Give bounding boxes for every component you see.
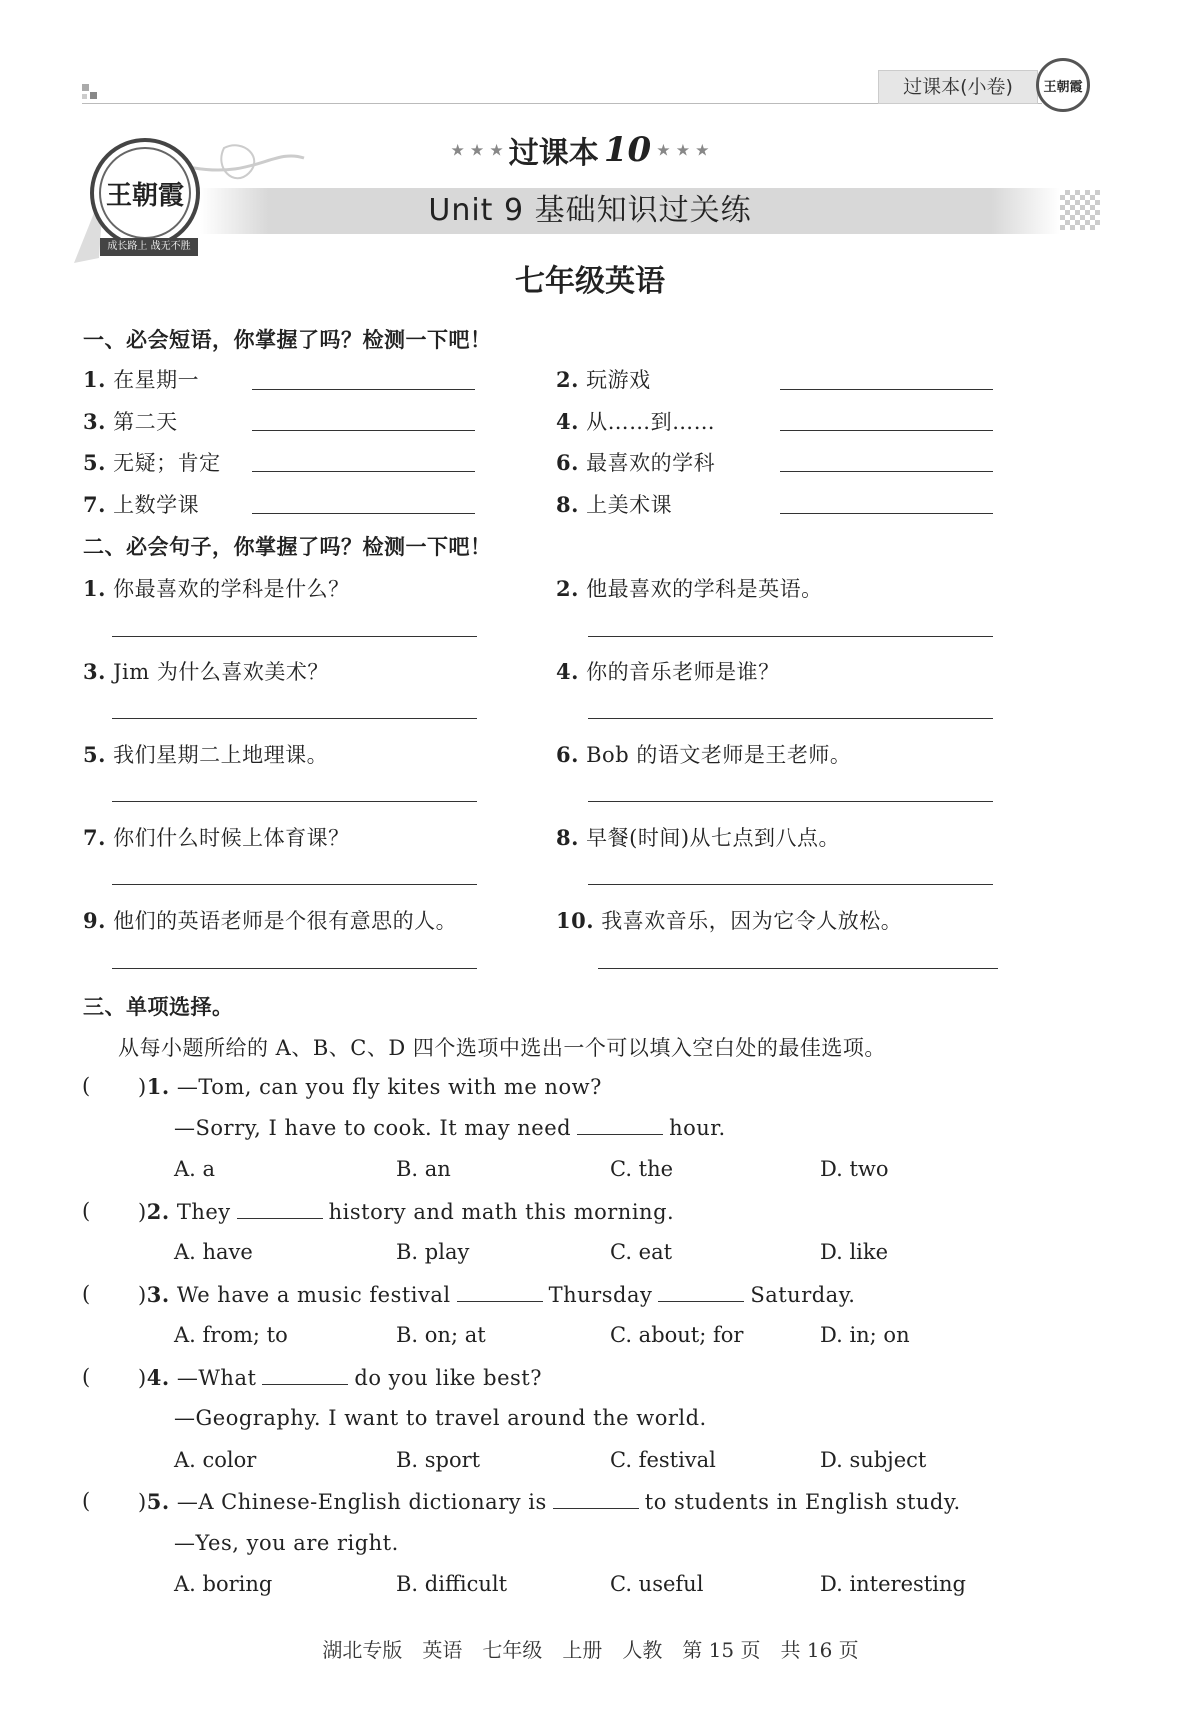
- brand-logo-text: 王朝霞: [105, 180, 184, 211]
- answer-line[interactable]: [112, 968, 477, 969]
- answer-box[interactable]: [96, 1074, 138, 1100]
- option-c[interactable]: C. useful: [610, 1572, 704, 1596]
- sentence-item: 10. 我喜欢音乐，因为它令人放松。: [556, 908, 903, 933]
- question-line2: —Geography. I want to travel around the world.: [174, 1406, 707, 1430]
- header-logo-small-text: 王朝霞: [1043, 79, 1083, 95]
- sentence-item: 1. 你最喜欢的学科是什么？: [83, 576, 350, 601]
- option-d[interactable]: D. two: [820, 1157, 889, 1181]
- question-stem: )1. —Tom, can you fly kites with me now?: [138, 1074, 602, 1099]
- question-line2: —Sorry, I have to cook. It may need hour.: [174, 1116, 726, 1140]
- fill-blank[interactable]: [262, 1384, 348, 1385]
- answer-line[interactable]: [588, 718, 993, 719]
- fill-blank[interactable]: [237, 1218, 323, 1219]
- answer-bracket-open: (: [82, 1489, 91, 1513]
- option-a[interactable]: A. from; to: [174, 1323, 288, 1347]
- option-d[interactable]: D. like: [820, 1240, 889, 1264]
- header-tag: [878, 70, 1038, 104]
- sentence-item: 2. 他最喜欢的学科是英语。: [556, 576, 823, 601]
- answer-line[interactable]: [780, 471, 993, 472]
- option-d[interactable]: D. subject: [820, 1448, 927, 1472]
- question-stem: )2. They history and math this morning.: [138, 1199, 675, 1224]
- fill-blank[interactable]: [577, 1134, 663, 1135]
- question-line2: —Yes, you are right.: [174, 1531, 399, 1555]
- answer-line[interactable]: [112, 718, 477, 719]
- answer-bracket-open: (: [82, 1074, 91, 1098]
- sentence-item: 9. 他们的英语老师是个很有意思的人。: [83, 908, 458, 933]
- sentence-item: 3. Jim 为什么喜欢美术？: [83, 659, 329, 684]
- sentence-item: 5. 我们星期二上地理课。: [83, 742, 329, 767]
- answer-box[interactable]: [96, 1365, 138, 1391]
- sentence-item: 7. 你们什么时候上体育课？: [83, 825, 350, 850]
- sentence-item: 4. 你的音乐老师是谁？: [556, 659, 780, 684]
- answer-line[interactable]: [588, 801, 993, 802]
- answer-bracket-open: (: [82, 1282, 91, 1306]
- banner-checker: [1060, 190, 1100, 230]
- answer-box[interactable]: [96, 1282, 138, 1308]
- question-stem: )4. —What do you like best?: [138, 1365, 542, 1390]
- answer-bracket-open: (: [82, 1365, 91, 1389]
- page-footer: 湖北专版 英语 七年级 上册 人教 第 15 页 共 16 页: [322, 1638, 859, 1662]
- option-a[interactable]: A. a: [174, 1157, 216, 1181]
- section2-title: 二、必会句子，你掌握了吗？检测一下吧！: [83, 534, 492, 559]
- fill-blank[interactable]: [553, 1508, 639, 1509]
- question-stem: )3. We have a music festival Thursday Saturday.: [138, 1282, 856, 1307]
- answer-line[interactable]: [112, 636, 477, 637]
- option-b[interactable]: B. difficult: [396, 1572, 508, 1596]
- stars-left: ★ ★ ★: [450, 140, 504, 160]
- option-d[interactable]: D. interesting: [820, 1572, 966, 1596]
- option-c[interactable]: C. eat: [610, 1240, 673, 1264]
- answer-line[interactable]: [780, 513, 993, 514]
- option-c[interactable]: C. about; for: [610, 1323, 744, 1347]
- fill-blank[interactable]: [457, 1301, 543, 1302]
- answer-line[interactable]: [252, 471, 475, 472]
- option-a[interactable]: A. boring: [174, 1572, 273, 1596]
- answer-line[interactable]: [598, 968, 998, 969]
- answer-line[interactable]: [588, 884, 993, 885]
- option-b[interactable]: B. on; at: [396, 1323, 486, 1347]
- brand-ribbon-text: 成长路上 战无不胜: [107, 241, 191, 252]
- corner-decoration: [82, 84, 102, 104]
- book-number: 10: [603, 130, 652, 170]
- book-title-row: [420, 128, 740, 172]
- option-b[interactable]: B. an: [396, 1157, 451, 1181]
- header-tag-label: 过课本(小卷): [903, 76, 1013, 98]
- phrase-item: 5. 无疑；肯定: [83, 450, 221, 475]
- sentence-item: 8. 早餐(时间)从七点到八点。: [556, 825, 841, 850]
- option-b[interactable]: B. play: [396, 1240, 470, 1264]
- sentence-item: 6. Bob 的语文老师是王老师。: [556, 742, 852, 767]
- brand-ribbon: [100, 238, 198, 256]
- phrase-item: 1. 在星期一: [83, 367, 200, 392]
- header-logo-small: [1036, 58, 1090, 112]
- phrase-item: 8. 上美术课: [556, 492, 673, 517]
- question-stem: )5. —A Chinese-English dictionary is to students in English study.: [138, 1489, 961, 1514]
- fill-blank[interactable]: [658, 1301, 744, 1302]
- phrase-item: 2. 玩游戏: [556, 367, 651, 392]
- answer-line[interactable]: [780, 430, 993, 431]
- answer-line[interactable]: [112, 884, 477, 885]
- option-c[interactable]: C. the: [610, 1157, 674, 1181]
- brand-logo: [90, 138, 200, 248]
- option-a[interactable]: A. have: [174, 1240, 253, 1264]
- phrase-item: 6. 最喜欢的学科: [556, 450, 716, 475]
- option-d[interactable]: D. in; on: [820, 1323, 910, 1347]
- option-b[interactable]: B. sport: [396, 1448, 481, 1472]
- option-c[interactable]: C. festival: [610, 1448, 716, 1472]
- answer-box[interactable]: [96, 1199, 138, 1225]
- book-title: 过课本: [508, 136, 599, 171]
- option-a[interactable]: A. color: [174, 1448, 257, 1472]
- answer-line[interactable]: [112, 801, 477, 802]
- phrase-item: 7. 上数学课: [83, 492, 200, 517]
- phrase-item: 3. 第二天: [83, 409, 178, 434]
- section3-instruction: 从每小题所给的 A、B、C、D 四个选项中选出一个可以填入空白处的最佳选项。: [118, 1036, 886, 1060]
- answer-line[interactable]: [252, 389, 475, 390]
- banner-title: Unit 9 基础知识过关练: [428, 193, 752, 228]
- answer-line[interactable]: [588, 636, 993, 637]
- stars-right: ★ ★ ★: [656, 140, 710, 160]
- answer-line[interactable]: [780, 389, 993, 390]
- answer-line[interactable]: [252, 513, 475, 514]
- section3-title: 三、单项选择。: [83, 994, 234, 1019]
- answer-box[interactable]: [96, 1489, 138, 1515]
- answer-line[interactable]: [252, 430, 475, 431]
- phrase-item: 4. 从……到……: [556, 409, 716, 434]
- answer-bracket-open: (: [82, 1199, 91, 1223]
- page-subtitle: 七年级英语: [515, 264, 665, 299]
- section1-title: 一、必会短语，你掌握了吗？检测一下吧！: [83, 327, 492, 352]
